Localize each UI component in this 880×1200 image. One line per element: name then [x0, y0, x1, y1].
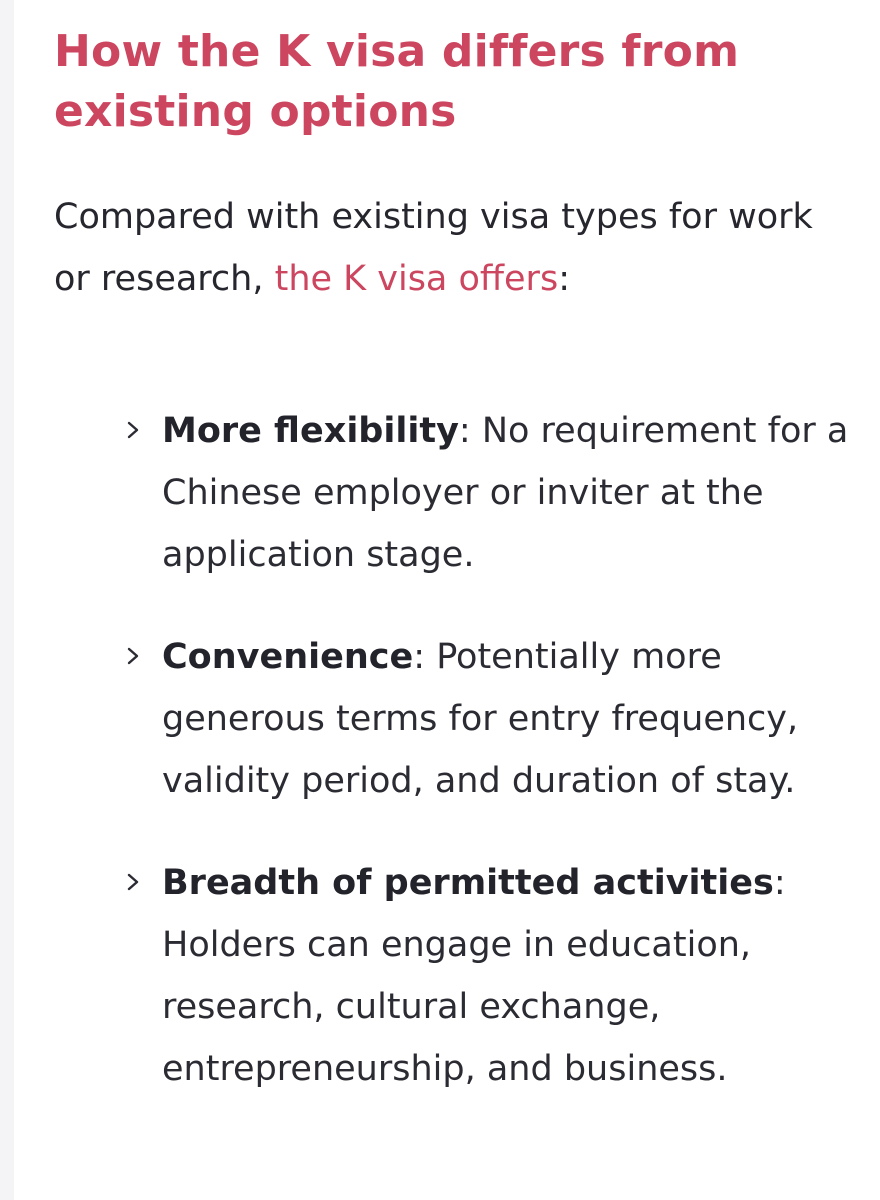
list-item	[122, 852, 854, 1100]
item-text: Potentially more generous terms for entry frequency, validity period, and duration of stay.	[162, 637, 799, 801]
list-item	[122, 400, 854, 586]
chevron-right-icon	[122, 871, 144, 893]
list-item	[122, 626, 854, 812]
item-text: No requirement for a Chinese employer or inviter at the application stage.	[162, 411, 849, 575]
intro-text: Compared with existing visa types for work or research,	[54, 197, 813, 299]
article	[54, 22, 854, 1140]
intro-paragraph	[54, 186, 854, 310]
k-visa-offers-link[interactable]: the K visa offers	[274, 259, 559, 299]
section-heading: How the K visa differs from existing options	[54, 26, 740, 137]
item-sep: :	[413, 637, 426, 677]
page	[14, 0, 880, 1200]
intro-end: :	[558, 259, 570, 299]
item-term: Convenience	[162, 637, 414, 677]
item-sep: :	[458, 411, 471, 451]
item-sep: :	[773, 863, 786, 903]
chevron-right-icon	[122, 419, 144, 441]
item-term: More flexibility	[162, 411, 459, 451]
feature-list	[54, 400, 854, 1100]
item-text: Holders can engage in education, research, cultural exchange, entrepreneurship, and business.	[162, 925, 752, 1089]
item-term: Breadth of permitted activities	[162, 863, 774, 903]
chevron-right-icon	[122, 645, 144, 667]
